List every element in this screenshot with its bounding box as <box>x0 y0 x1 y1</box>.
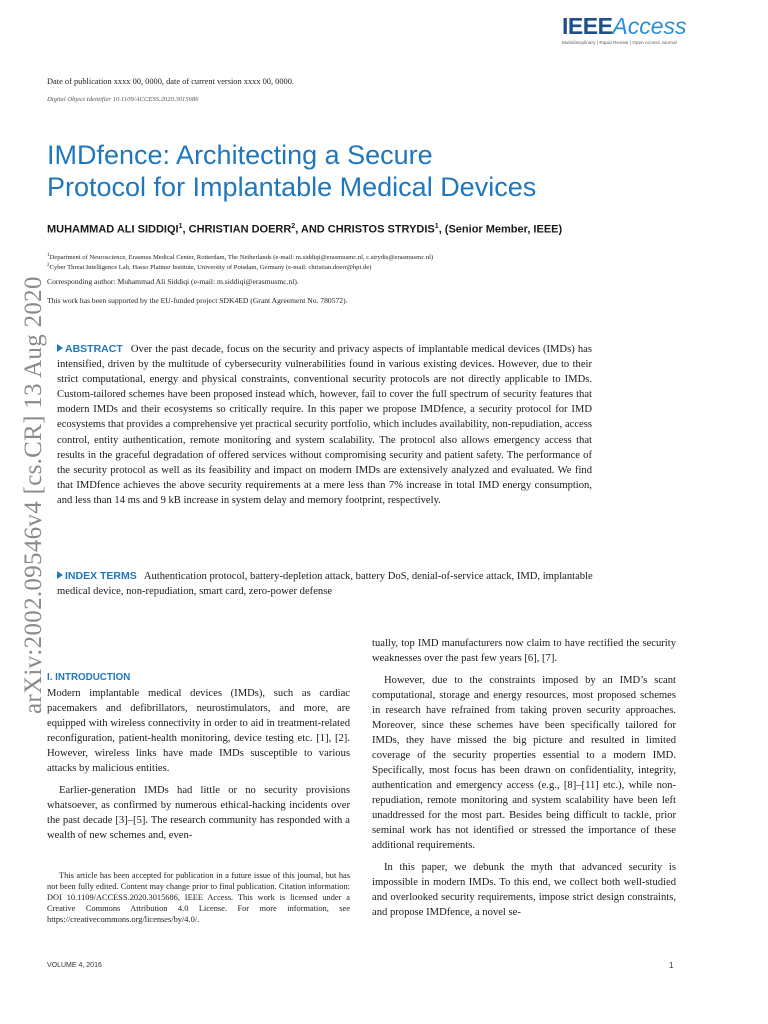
doi-line: Digital Object Identifier 10.1109/ACCESS.2020.3015686 <box>47 96 199 103</box>
affiliation-1-text: Department of Neuroscience, Erasmus Medical Center, Rotterdam, The Netherlands (e-mail: m.siddiqi@erasmusmc.nl, c.strydis@erasmusmc.nl) <box>49 254 434 262</box>
section-heading: I. INTRODUCTION <box>47 672 131 683</box>
abstract-text: Over the past decade, focus on the security and privacy aspects of implantable medical devices (IMDs) has intensified, driven by the multitude of cybersecurity vulnerabilities found in various existing devices. However, due to their strict computational, energy and physical constraints, conventional security protocols are not directly applicable to IMDs. Custom-tailored schemes have been proposed instead which, however, fail to cover the full spectrum of security features that modern IMDs and their ecosystems so critically require. In this paper we propose IMDfence, a security protocol for IMD ecosystems that provides a comprehensive yet practical security portfolio, which includes availability, non-repudiation, access control, entity authentication, remote monitoring and system scalability. The protocol also allows emergency access that results in the graceful degradation of offered services without compromising security and patient safety. The performance of the security protocol as well as its feasibility and impact on modern IMDs are extensively analyzed and evaluated. We find that IMDfence achieves the above security requirements at a mere less than 7% increase in total IMD energy consumption, and less than 14 ms and 9 kB increase in system delay and memory footprint, respectively. <box>57 344 592 506</box>
intro-paragraph-5: In this paper, we debunk the myth that advanced security is impossible in modern IMDs. To this end, we collect both well-studied and overlooked security requirements, impose strict design constraints, and propose IMDfence, a novel se- <box>372 862 676 918</box>
abstract-label: ABSTRACT <box>65 343 123 355</box>
logo-brand: IEEE <box>562 13 613 39</box>
logo-product: Access <box>612 13 687 39</box>
footnote-text: This article has been accepted for publication in a future issue of this journal, but has not been fully edited. Content may change prior to final publication. Citation information: DOI 10.1109/ACCESS.2020.3015686, IEEE Access. This work is licensed under a Creative Commons Attribution 4.0 License. For more information, see https://creativecommons.org/licenses/by/4.0/. <box>47 871 350 925</box>
index-terms <box>57 569 597 599</box>
right-column <box>372 636 676 920</box>
publication-dates: Date of publication xxxx 00, 0000, date of current version xxxx 00, 0000. <box>47 77 295 86</box>
title-line-1: IMDfence: Architecting a Secure <box>47 140 433 170</box>
abstract <box>57 342 592 508</box>
index-terms-marker-icon <box>57 571 63 579</box>
page-number: 1 <box>669 961 674 970</box>
intro-paragraph-2: Earlier-generation IMDs had little or no security provisions whatsoever, as confirmed by numerous ethical-hacking incidents over the past decade [3]–[5]. The research community has responded with a wealth of new schemes and, even- <box>47 785 350 841</box>
author-3: AND CHRISTOS STRYDIS <box>300 223 435 236</box>
author-2: CHRISTIAN DOERR <box>188 223 292 236</box>
affiliation-2-text: Cyber Threat Intelligence Lab, Hasso Plattner Institute, University of Potsdam, Germany (e-mail: christian.doerr@hpi.de) <box>49 264 372 272</box>
logo-tagline: Multidisciplinary | Rapid Review | Open Access Journal <box>562 40 677 45</box>
author-2-affiliation: 2 <box>291 223 296 230</box>
footnote <box>47 870 350 925</box>
author-suffix: , (Senior Member, IEEE) <box>438 223 563 236</box>
abstract-marker-icon <box>57 344 63 352</box>
journal-logo <box>562 14 720 50</box>
intro-paragraph-1: Modern implantable medical devices (IMDs), such as cardiac pacemakers and defibrillators, neurostimulators, and more, are equipped with wireless connectivity in order to aid in treatment-related reconfiguration, patient-health monitoring, device testing etc. [1], [2]. However, wireless links have made IMDs susceptible to various attacks by malicious entities. <box>47 688 350 774</box>
corresponding-author: Corresponding author: Muhammad Ali Siddiqi (e-mail: m.siddiqi@erasmusmc.nl). <box>47 277 299 286</box>
footer-volume: VOLUME 4, 2016 <box>47 962 102 969</box>
intro-paragraph-3: tually, top IMD manufacturers now claim to have rectified the security weaknesses over the past few years [6], [7]. <box>372 638 676 664</box>
author-list: MUHAMMAD ALI SIDDIQI$^1$, CHRISTIAN DOERR$^2$, AND CHRISTOS STRYDIS$^1$, (Senior Member, IEEE) <box>47 223 563 236</box>
affiliation-2 <box>47 261 647 273</box>
title-line-2: Protocol for Implantable Medical Devices <box>47 172 537 202</box>
affiliation-2-number: 2 <box>47 263 50 268</box>
index-terms-label: INDEX TERMS <box>65 570 137 582</box>
arxiv-stamp: arXiv:2002.09546v4 [cs.CR] 13 Aug 2020 <box>20 276 47 714</box>
funding-note: This work has been supported by the EU-funded project SDK4ED (Grant Agreement No. 780572). <box>47 296 348 305</box>
affiliation-1-number: 1 <box>47 253 50 258</box>
index-terms-text: Authentication protocol, battery-depletion attack, battery DoS, denial-of-service attack, IMD, implantable medical device, non-repudiation, smart card, zero-power defense <box>57 571 593 598</box>
author-1: MUHAMMAD ALI SIDDIQI <box>47 223 179 236</box>
author-1-affiliation: 1 <box>178 223 183 230</box>
paper-title <box>47 139 667 203</box>
intro-paragraph-4: However, due to the constraints imposed by an IMD’s scant computational, storage and energy resources, most proposed schemes in research have refrained from taking proven security approaches. Moreover, since these schemes have been specifically tailored for IMDs, they have missed the big picture and resulted in limited coverage of the security properties essential to a modern IMD. Specifically, most focus has been drawn on confidentiality, integrity, authentication and emergency access (e.g., [8]–[11] etc.), while non-repudiation, remote monitoring and system scalability have been left unaddressed for the most part. Besides being difficult to tackle, prior seminal work has not identified or stressed the importance of these additional requirements. <box>372 675 676 851</box>
left-column <box>47 686 350 843</box>
author-3-affiliation: 1 <box>434 223 439 230</box>
